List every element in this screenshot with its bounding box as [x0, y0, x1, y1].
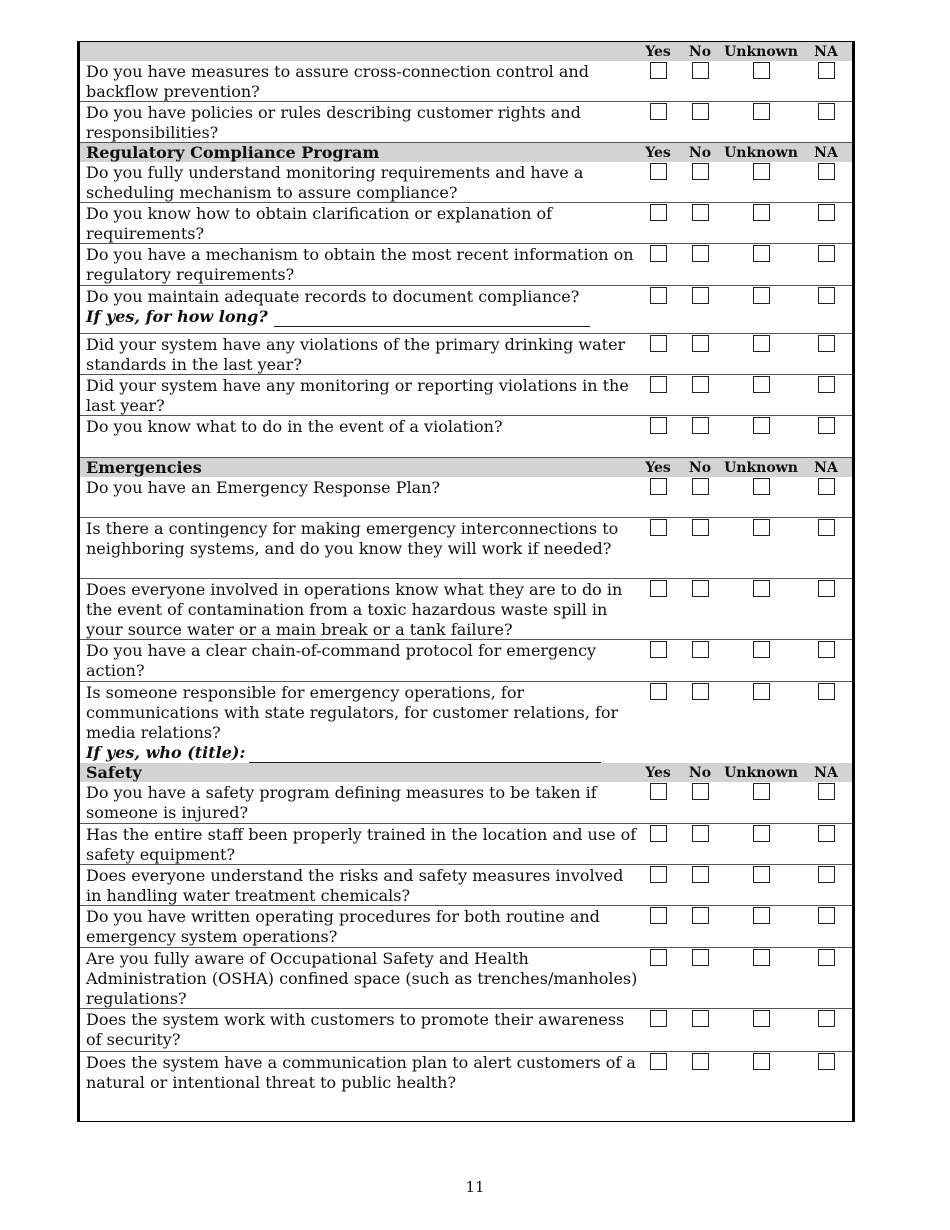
question-text: Do you know how to obtain clarification or explanation of requirements? [86, 204, 553, 243]
no-checkbox[interactable] [692, 417, 709, 434]
na-checkbox[interactable] [818, 103, 835, 120]
na-checkbox[interactable] [818, 287, 835, 304]
na-checkbox[interactable] [818, 245, 835, 262]
na-checkbox[interactable] [818, 641, 835, 658]
question-text: Does everyone understand the risks and safety measures involved in handling water treatment chemicals? [86, 866, 624, 905]
yes-checkbox[interactable] [650, 204, 667, 221]
col-na-label: NA [814, 459, 838, 476]
question-text: Do you maintain adequate records to document compliance? [86, 287, 580, 306]
unknown-checkbox[interactable] [753, 376, 770, 393]
unknown-checkbox[interactable] [753, 417, 770, 434]
question-text: Did your system have any monitoring or reporting violations in the last year? [86, 376, 629, 415]
unknown-checkbox[interactable] [753, 641, 770, 658]
no-checkbox[interactable] [692, 949, 709, 966]
question-row [80, 477, 852, 518]
unknown-checkbox[interactable] [753, 580, 770, 597]
yes-checkbox[interactable] [650, 163, 667, 180]
na-checkbox[interactable] [818, 519, 835, 536]
question-text: Is there a contingency for making emergency interconnections to neighboring systems, and do you know they will work if needed? [86, 519, 619, 558]
question-text: Does the system work with customers to promote their awareness of security? [86, 1010, 625, 1049]
col-no-label: No [688, 764, 712, 781]
col-no-label: No [688, 43, 712, 60]
question-row [80, 1052, 852, 1121]
no-checkbox[interactable] [692, 204, 709, 221]
na-checkbox[interactable] [818, 376, 835, 393]
section-header-top [80, 42, 852, 61]
unknown-checkbox[interactable] [753, 683, 770, 700]
yes-checkbox[interactable] [650, 1053, 667, 1070]
yes-checkbox[interactable] [650, 376, 667, 393]
no-checkbox[interactable] [692, 580, 709, 597]
col-no-label: No [688, 459, 712, 476]
col-no-label: No [688, 144, 712, 161]
question-row [80, 782, 852, 824]
section-header-safety [80, 763, 852, 782]
unknown-checkbox[interactable] [753, 825, 770, 842]
no-checkbox[interactable] [692, 245, 709, 262]
no-checkbox[interactable] [692, 103, 709, 120]
yes-checkbox[interactable] [650, 825, 667, 842]
unknown-checkbox[interactable] [753, 245, 770, 262]
question-text: Has the entire staff been properly trained in the location and use of safety equipment? [86, 825, 637, 864]
unknown-checkbox[interactable] [753, 1053, 770, 1070]
yes-checkbox[interactable] [650, 683, 667, 700]
unknown-checkbox[interactable] [753, 949, 770, 966]
no-checkbox[interactable] [692, 376, 709, 393]
follow-up-label: If yes, for how long? [86, 307, 268, 326]
section-title: Emergencies [86, 458, 202, 477]
yes-checkbox[interactable] [650, 103, 667, 120]
question-row [80, 824, 852, 865]
no-checkbox[interactable] [692, 163, 709, 180]
answer-line-input[interactable] [249, 748, 601, 763]
yes-checkbox[interactable] [650, 335, 667, 352]
question-row [80, 286, 852, 334]
col-unknown-label: Unknown [724, 459, 798, 476]
unknown-checkbox[interactable] [753, 519, 770, 536]
col-yes-label: Yes [645, 459, 671, 476]
question-row [80, 1009, 852, 1052]
question-row [80, 640, 852, 682]
unknown-checkbox[interactable] [753, 783, 770, 800]
yes-checkbox[interactable] [650, 62, 667, 79]
na-checkbox[interactable] [818, 163, 835, 180]
col-unknown-label: Unknown [724, 764, 798, 781]
no-checkbox[interactable] [692, 62, 709, 79]
unknown-checkbox[interactable] [753, 1010, 770, 1027]
question-row [80, 948, 852, 1009]
unknown-checkbox[interactable] [753, 287, 770, 304]
unknown-checkbox[interactable] [753, 907, 770, 924]
question-text: Do you have a safety program defining measures to be taken if someone is injured? [86, 783, 597, 822]
na-checkbox[interactable] [818, 783, 835, 800]
na-checkbox[interactable] [818, 866, 835, 883]
col-yes-label: Yes [645, 144, 671, 161]
question-text: Do you have written operating procedures for both routine and emergency system operations? [86, 907, 600, 946]
question-text: Is someone responsible for emergency operations, for communications with state regulators, for customer relations, for media relations? [86, 683, 619, 742]
unknown-checkbox[interactable] [753, 866, 770, 883]
question-text: Do you have a mechanism to obtain the most recent information on regulatory requirements? [86, 245, 634, 284]
question-row [80, 102, 852, 143]
unknown-checkbox[interactable] [753, 163, 770, 180]
unknown-checkbox[interactable] [753, 62, 770, 79]
section-title: Safety [86, 763, 142, 782]
section-header-emergencies [80, 458, 852, 477]
yes-checkbox[interactable] [650, 417, 667, 434]
checklist-table [77, 41, 855, 1122]
question-text: Do you have policies or rules describing customer rights and responsibilities? [86, 103, 581, 142]
page-number: 11 [465, 1178, 485, 1196]
na-checkbox[interactable] [818, 825, 835, 842]
no-checkbox[interactable] [692, 1010, 709, 1027]
col-yes-label: Yes [645, 764, 671, 781]
question-text: Did your system have any violations of the primary drinking water standards in the last year? [86, 335, 626, 374]
yes-checkbox[interactable] [650, 245, 667, 262]
col-na-label: NA [814, 764, 838, 781]
follow-up-label: If yes, who (title): [86, 743, 246, 762]
yes-checkbox[interactable] [650, 287, 667, 304]
no-checkbox[interactable] [692, 866, 709, 883]
no-checkbox[interactable] [692, 683, 709, 700]
no-checkbox[interactable] [692, 519, 709, 536]
na-checkbox[interactable] [818, 907, 835, 924]
na-checkbox[interactable] [818, 1053, 835, 1070]
unknown-checkbox[interactable] [753, 335, 770, 352]
question-text: Do you know what to do in the event of a violation? [86, 417, 503, 436]
yes-checkbox[interactable] [650, 519, 667, 536]
col-unknown-label: Unknown [724, 43, 798, 60]
na-checkbox[interactable] [818, 335, 835, 352]
yes-checkbox[interactable] [650, 580, 667, 597]
question-row [80, 244, 852, 286]
yes-checkbox[interactable] [650, 641, 667, 658]
na-checkbox[interactable] [818, 683, 835, 700]
no-checkbox[interactable] [692, 287, 709, 304]
no-checkbox[interactable] [692, 1053, 709, 1070]
follow-up [86, 307, 638, 327]
question-text: Does everyone involved in operations know what they are to do in the event of contamination from a toxic hazardous waste spill in your source water or a main break or a tank failure? [86, 580, 623, 639]
na-checkbox[interactable] [818, 580, 835, 597]
question-row [80, 61, 852, 102]
yes-checkbox[interactable] [650, 866, 667, 883]
col-na-label: NA [814, 144, 838, 161]
question-row [80, 162, 852, 203]
yes-checkbox[interactable] [650, 783, 667, 800]
no-checkbox[interactable] [692, 825, 709, 842]
col-na-label: NA [814, 43, 838, 60]
question-row [80, 416, 852, 458]
yes-checkbox[interactable] [650, 907, 667, 924]
col-yes-label: Yes [645, 43, 671, 60]
question-text: Do you have measures to assure cross-connection control and backflow prevention? [86, 62, 589, 101]
na-checkbox[interactable] [818, 1010, 835, 1027]
question-row [80, 518, 852, 579]
no-checkbox[interactable] [692, 478, 709, 495]
yes-checkbox[interactable] [650, 478, 667, 495]
na-checkbox[interactable] [818, 62, 835, 79]
section-header-regulatory [80, 143, 852, 162]
unknown-checkbox[interactable] [753, 204, 770, 221]
no-checkbox[interactable] [692, 907, 709, 924]
question-row [80, 906, 852, 948]
na-checkbox[interactable] [818, 949, 835, 966]
question-row [80, 682, 852, 763]
unknown-checkbox[interactable] [753, 478, 770, 495]
no-checkbox[interactable] [692, 783, 709, 800]
question-text: Do you fully understand monitoring requirements and have a scheduling mechanism to assure compliance? [86, 163, 584, 202]
question-row [80, 334, 852, 375]
answer-line-input[interactable] [274, 312, 590, 327]
section-title: Regulatory Compliance Program [86, 143, 380, 162]
col-unknown-label: Unknown [724, 144, 798, 161]
question-text: Are you fully aware of Occupational Safety and Health Administration (OSHA) confined space (such as trenches/manholes) regulations? [86, 949, 638, 1008]
na-checkbox[interactable] [818, 204, 835, 221]
follow-up [86, 743, 638, 763]
question-row [80, 865, 852, 906]
question-text: Do you have a clear chain-of-command protocol for emergency action? [86, 641, 597, 680]
na-checkbox[interactable] [818, 478, 835, 495]
no-checkbox[interactable] [692, 335, 709, 352]
question-row [80, 203, 852, 244]
yes-checkbox[interactable] [650, 949, 667, 966]
question-text: Do you have an Emergency Response Plan? [86, 478, 441, 497]
question-row [80, 375, 852, 416]
unknown-checkbox[interactable] [753, 103, 770, 120]
na-checkbox[interactable] [818, 417, 835, 434]
question-text: Does the system have a communication plan to alert customers of a natural or intentional threat to public health? [86, 1053, 636, 1092]
yes-checkbox[interactable] [650, 1010, 667, 1027]
no-checkbox[interactable] [692, 641, 709, 658]
question-row [80, 579, 852, 640]
